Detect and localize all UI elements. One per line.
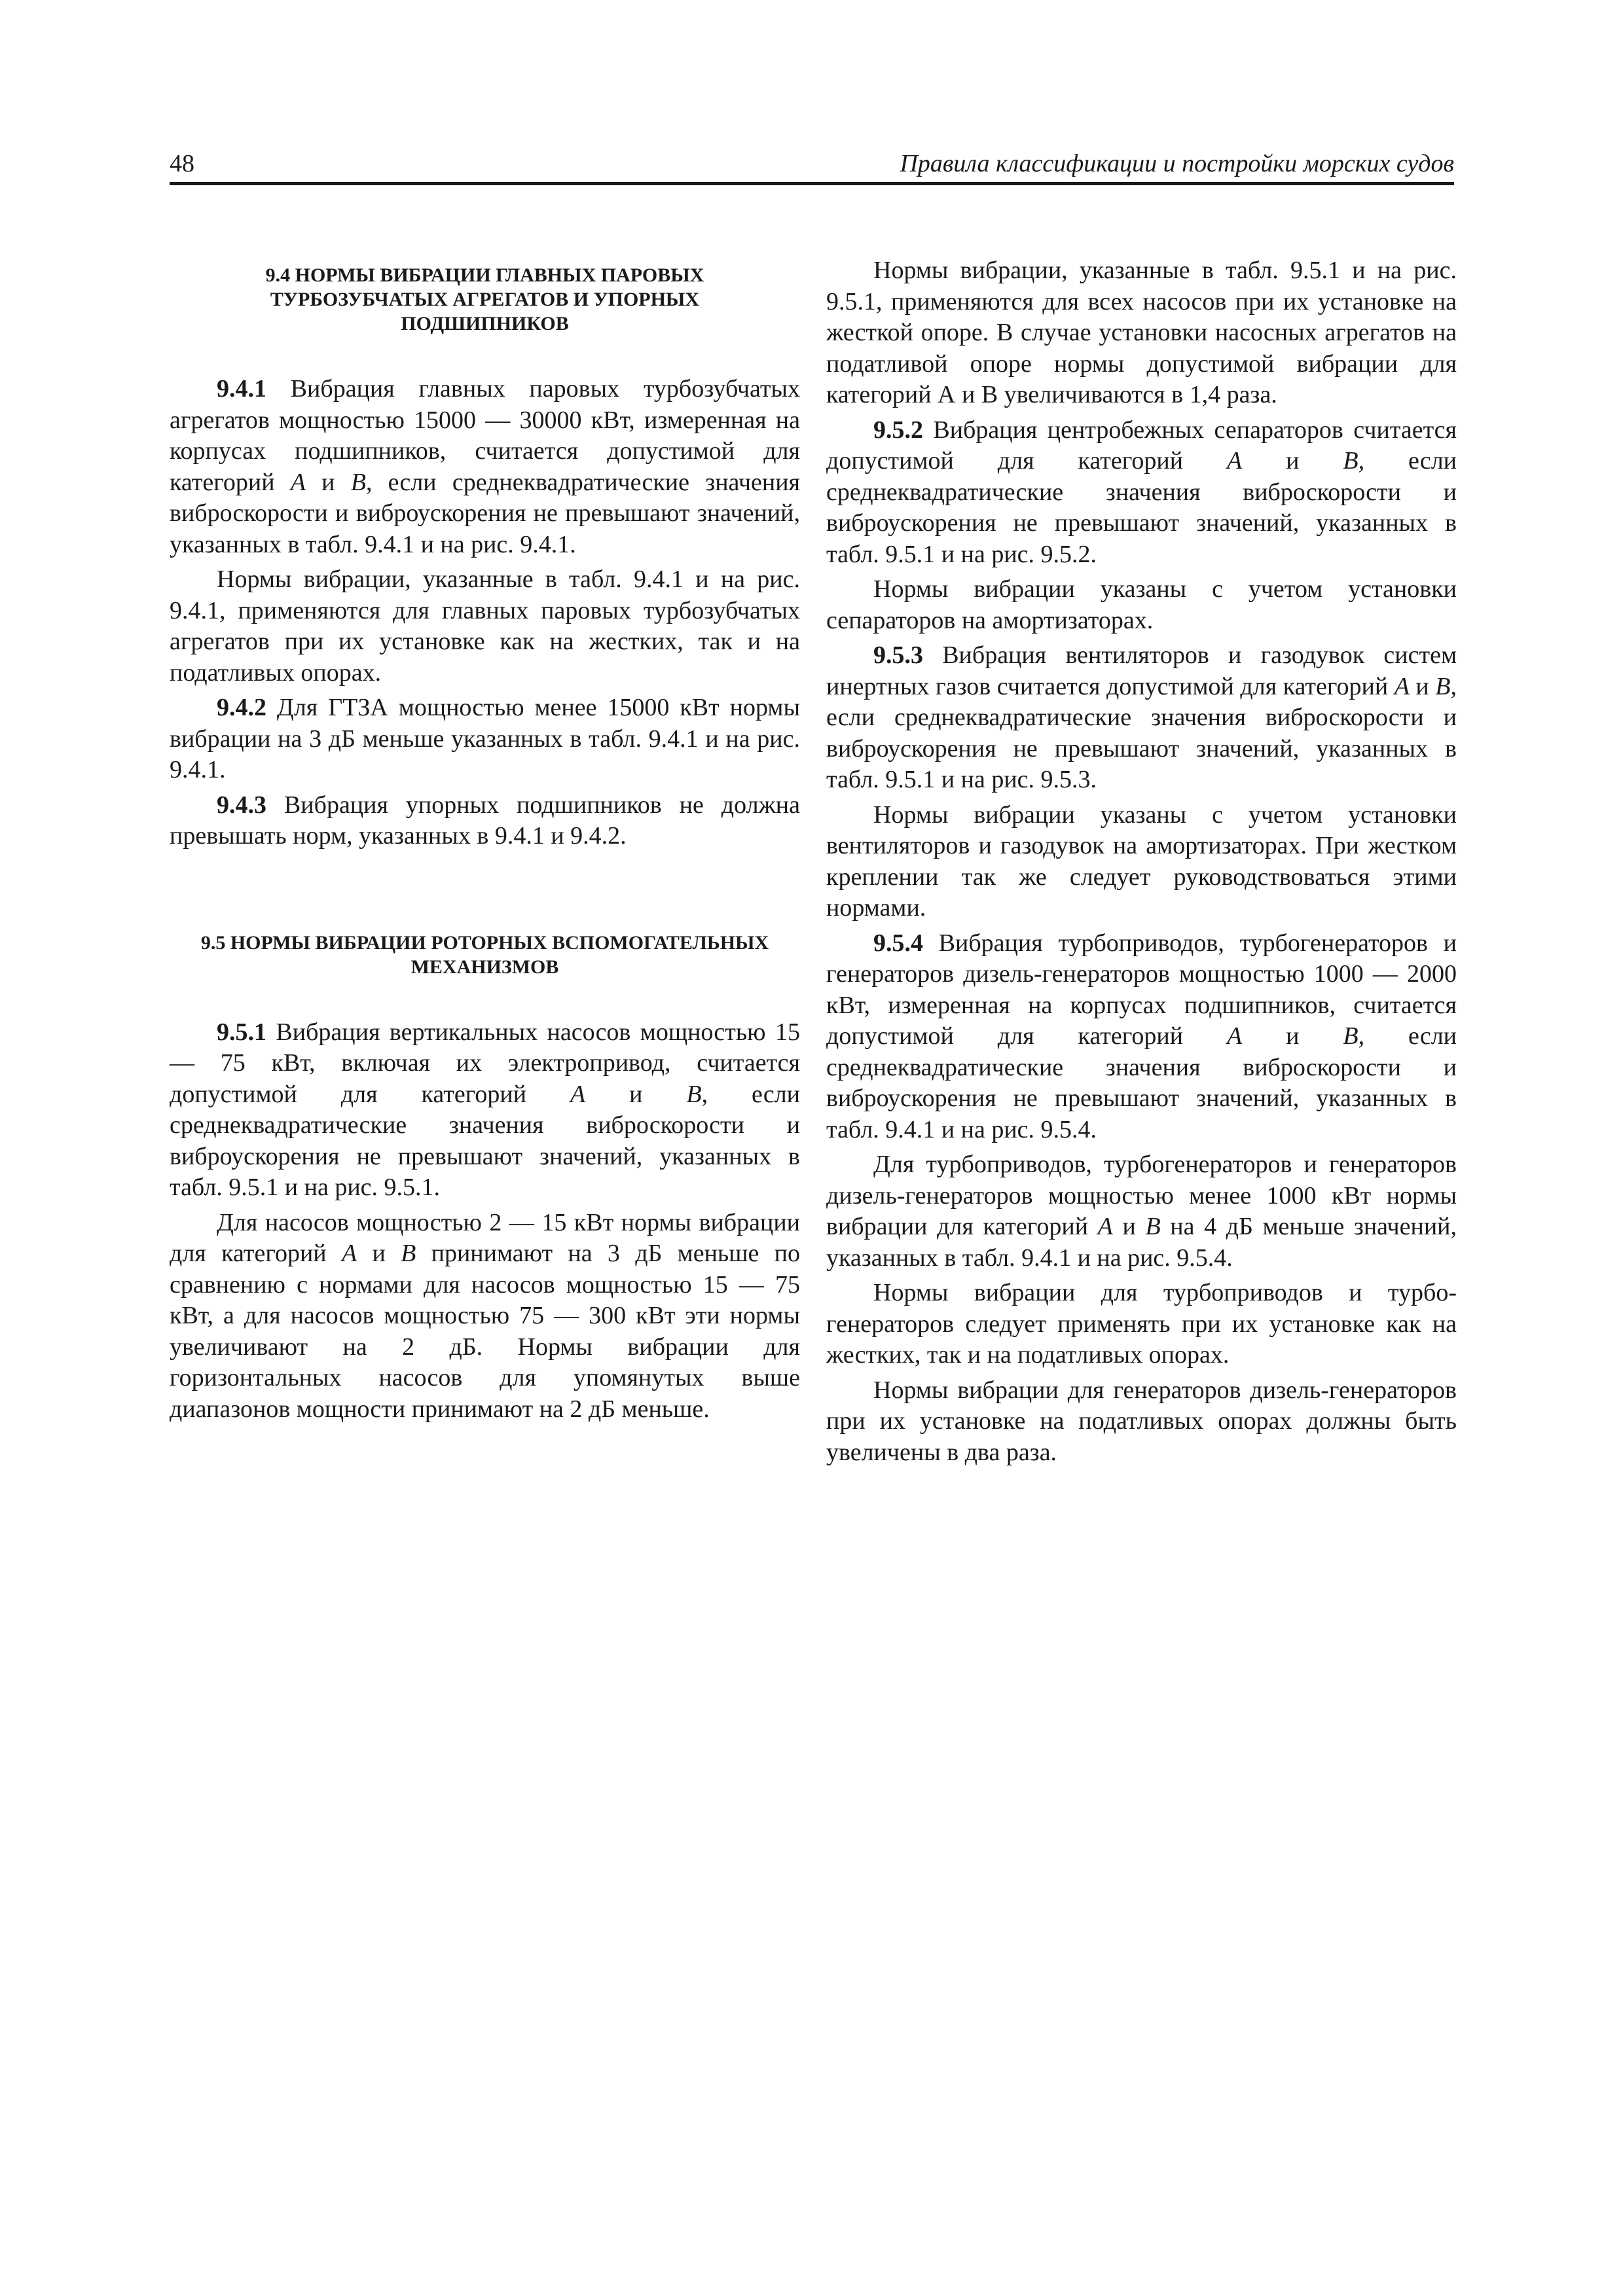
category-a: А: [290, 468, 306, 496]
category-b: В: [1145, 1213, 1161, 1240]
paragraph-text: и: [1409, 672, 1436, 700]
paragraph-text: и: [1242, 1022, 1343, 1050]
left-column: [170, 255, 800, 1429]
category-b: В: [1343, 1022, 1359, 1050]
clause-number: 9.5.2: [873, 416, 923, 444]
page-number: 48: [170, 150, 194, 177]
paragraph-9-5-4-mounting: Нормы вибрации для турбоприводов и турбогенераторов следует применять при их установке как на жестких, так и на податливых опорах.: [826, 1279, 1457, 1369]
paragraph-9-5-2: [826, 415, 1457, 571]
category-a: А: [1226, 1022, 1243, 1050]
category-b: В: [401, 1240, 416, 1267]
running-header: [170, 143, 1454, 185]
paragraph-9-4-2: [170, 692, 800, 786]
category-a: А: [1226, 447, 1243, 475]
category-a: А: [1394, 672, 1410, 700]
paragraph-9-5-1-pumps: [170, 1208, 800, 1426]
paragraph-9-4-1: [170, 374, 800, 560]
running-title: Правила классификации и постройки морских судов: [900, 150, 1454, 177]
section-heading-9-5: 9.5 НОРМЫ ВИБРАЦИИ РОТОРНЫХ ВСПОМОГАТЕЛЬНЫХ МЕХАНИЗМОВ: [200, 931, 769, 978]
paragraph-text: , если среднеквадратические значения виброскорости и виброускорения не превышают значений, указанных в табл. 9.5.1 и на рис. 9.5.2.: [826, 447, 1457, 568]
paragraph-9-5-4: [826, 928, 1457, 1146]
paragraph-text: , если среднеквадратические значения виброскорости и виброускорения не превышают значений, указанных в табл. 9.4.1 и на рис. 9.5.4.: [826, 1022, 1457, 1143]
paragraph-text: , если среднеквадратические значения виброскорости и виброускорения не превышают значений, указанных в табл. 9.5.1 и на рис. 9.5.1.: [170, 1080, 800, 1201]
paragraph-text: Вибрация турбоприводов, турбогенераторов и генераторов дизель-генераторов мощностью 1000 — 2000 кВт, измеренная на корпусах подшипников, считается допустимой для категорий: [826, 929, 1457, 1050]
paragraph-text: Вибрация упорных подшипников не должна превышать норм, указанных в 9.4.1 и 9.4.2.: [170, 791, 800, 850]
category-a: А: [341, 1240, 357, 1267]
paragraph-text: и: [1242, 447, 1343, 475]
paragraph-text: и: [585, 1080, 687, 1108]
paragraph-9-5-1: [170, 1017, 800, 1204]
paragraph-text: Вибрация главных паровых турбозубчатых агрегатов мощностью 15000 — 30000 кВт, измеренная на корпусах подшипников, считается допустимой для категорий: [170, 375, 800, 496]
paragraph-text: Вибрация вертикальных насосов мощностью 15 — 75 кВт, включая их электропривод, считается допустимой для категорий: [170, 1018, 800, 1108]
paragraph-9-5-4-low-power: [826, 1149, 1457, 1274]
category-b: В: [1343, 447, 1359, 475]
paragraph-9-5-4-diesel: Нормы вибрации для генераторов дизель-генераторов при их установке на податливых опорах должны быть увеличены в два раза.: [826, 1376, 1457, 1466]
clause-number: 9.5.3: [873, 641, 923, 669]
paragraph-9-4-1-norms: Нормы вибрации, указанные в табл. 9.4.1 и на рис. 9.4.1, применяются для главных паровых турбозубчатых агрегатов при их установке как на жестких, так и на податливых опорах.: [170, 565, 800, 687]
paragraph-9-5-1-norms: Нормы вибрации, указанные в табл. 9.5.1 и на рис. 9.5.1, применяются для всех насосов при их установке на жесткой опоре. В случае установки насосных агрегатов на податливой опоре нормы допустимой вибрации для категорий А и В увеличиваются в 1,4 раза.: [826, 257, 1457, 408]
paragraph-text: и: [357, 1240, 401, 1267]
paragraph-text: , если среднеквадратические значения виброскорости и виброускорения не превышают значений, указанных в табл. 9.5.1 и на рис. 9.5.3.: [826, 672, 1457, 793]
paragraph-text: принимают на 3 дБ меньше по сравнению с нормами для насосов мощностью 15 — 75 кВт, а для насосов мощностью 75 — 300 кВт эти нормы увеличивают на 2 дБ. Нормы вибрации для горизонтальных насосов для упомянутых выше диапазонов мощности принимают на 2 дБ меньше.: [170, 1240, 800, 1423]
paragraph-9-4-3: [170, 790, 800, 852]
paragraph-text: Вибрация центробежных сепараторов считается допустимой для категорий: [826, 416, 1457, 475]
paragraph-text: и: [305, 468, 351, 496]
clause-number: 9.4.3: [217, 791, 266, 819]
paragraph-text: , если среднеквадратические значения виброскорости и виброускорения не превышают значений, указанных в табл. 9.4.1 и на рис. 9.4.1.: [170, 468, 801, 558]
category-b: В: [350, 468, 366, 496]
paragraph-text: на 4 дБ меньше значений, указанных в табл. 9.4.1 и на рис. 9.5.4.: [826, 1213, 1457, 1272]
category-b: В: [686, 1080, 702, 1108]
category-b: В: [1435, 672, 1451, 700]
section-heading-9-4: 9.4 НОРМЫ ВИБРАЦИИ ГЛАВНЫХ ПАРОВЫХ ТУРБОЗУБЧАТЫХ АГРЕГАТОВ И УПОРНЫХ ПОДШИПНИКОВ: [265, 264, 704, 334]
paragraph-9-5-3: [826, 640, 1457, 796]
category-a: А: [570, 1080, 586, 1108]
paragraph-text: и: [1112, 1213, 1146, 1240]
paragraph-text: Для насосов мощностью 2 — 15 кВт нормы вибрации для категорий: [170, 1208, 800, 1267]
paragraph-text: Для турбоприводов, турбогенераторов и генераторов дизель-генераторов мощностью менее 1000 кВт нормы вибрации для категорий: [826, 1151, 1457, 1240]
paragraph-9-5-3-norms: Нормы вибрации указаны с учетом установки вентиляторов и газодувок на амортизаторах. При жестком креплении так же следует руководствоваться этими нормами.: [826, 800, 1457, 922]
clause-number: 9.4.2: [217, 694, 266, 721]
clause-number: 9.5.4: [873, 929, 923, 957]
category-a: А: [1097, 1213, 1113, 1240]
paragraph-text: Вибрация вентиляторов и газодувок систем инертных газов считается допустимой для категорий: [826, 641, 1457, 700]
paragraph-9-5-2-norms: Нормы вибрации указаны с учетом установки сепараторов на амортизаторах.: [826, 575, 1457, 634]
paragraph-text: Для ГТЗА мощностью менее 15000 кВт нормы вибрации на 3 дБ меньше указанных в табл. 9.4.1 и на рис. 9.4.1.: [170, 694, 800, 783]
clause-number: 9.5.1: [217, 1018, 266, 1046]
right-column: [826, 255, 1457, 1472]
clause-number: 9.4.1: [217, 375, 266, 403]
